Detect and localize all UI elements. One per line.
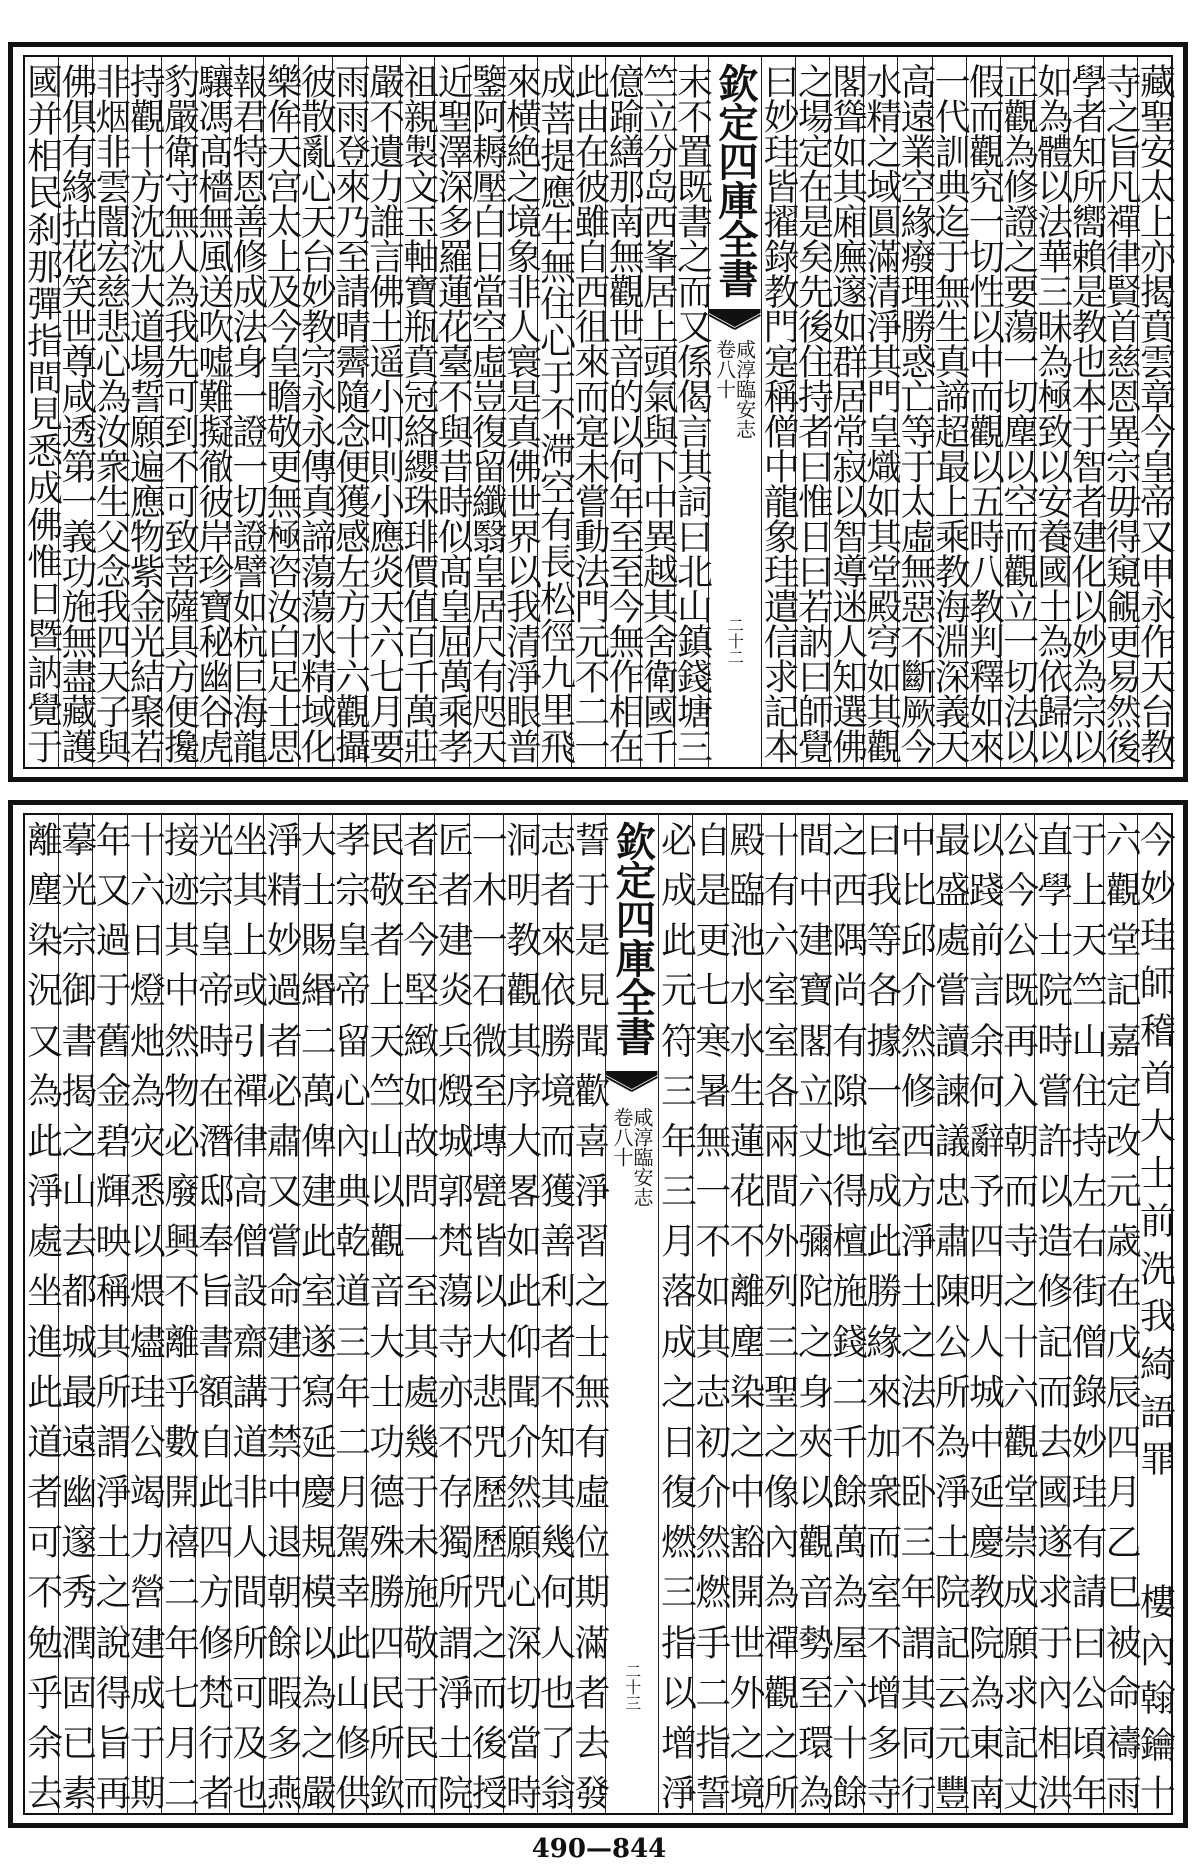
text-column-left-1 xyxy=(637,57,679,767)
center-fold-column xyxy=(605,815,657,1813)
text-column-right-4 xyxy=(997,815,1039,1813)
text-column-right-9 xyxy=(826,57,868,767)
source-title: 咸淳臨安志 xyxy=(629,1107,654,1207)
text-column-right-4 xyxy=(997,57,1039,767)
text-column: 成 菩 提 應 生 無 住 心 于 不 滞 空 有 長 松 徑 九 里 飛 xyxy=(534,63,576,763)
text-column-left-0 xyxy=(671,57,713,767)
volume-label: 卷八十 xyxy=(712,339,737,399)
text-column: 最 盛 處 嘗 讀 諫 議 忠 肅 陳 公 所 為 淨 土 院 記 云 元 豐 xyxy=(929,821,971,1809)
text-column: 曰 我 等 各 據 一 室 成 此 勝 緣 來 加 衆 而 室 不 增 多 寺 xyxy=(860,821,902,1809)
text-column: 末 不 置 既 書 之 而 又 係 偈 言 其 詞 曰 北 山 鎮 錢 塘 三 xyxy=(671,63,713,763)
text-column: 公 今 公 既 再 入 朝 而 寺 之 十 六 觀 堂 崇 成 願 求 記 丈 xyxy=(997,821,1039,1809)
text-column: 彼 散 亂 心 天 台 妙 教 宗 永 永 傳 真 諦 蕩 蕩 水 精 域 化 xyxy=(295,63,337,763)
text-column: 者 至 今 堅 緻 如 故 問 一 至 其 處 幾 于 未 施 敬 于 民 而 xyxy=(397,821,439,1809)
lower-text-columns xyxy=(21,815,1176,1813)
text-column-left-2 xyxy=(500,815,542,1813)
text-column-left-11 xyxy=(192,815,234,1813)
text-column: 誓 于 是 見 聞 歡 喜 淨 習 之 士 無 有 虛 位 期 滿 者 去 發 xyxy=(568,821,610,1809)
text-column: 光 宗 皇 帝 時 在 潛 邸 奉 旨 書 額 自 此 四 方 修 梵 行 者 xyxy=(192,821,234,1809)
text-column-left-16 xyxy=(21,815,63,1813)
text-column-right-5 xyxy=(963,57,1005,767)
text-column-left-6 xyxy=(363,815,405,1813)
text-column-left-9 xyxy=(261,815,303,1813)
text-column: 樂 侔 天 宫 太 上 及 今 皇 瞻 敬 更 無 極 咨 汝 白 足 士 思 xyxy=(261,63,303,763)
lower-page-frame xyxy=(21,813,1176,1815)
text-column: 驤 馮 髙 檣 無 風 送 吹 嘘 難 擬 徹 彼 岸 珍 寶 秘 幽 谷 虎 xyxy=(192,63,234,763)
text-column: 大 士 賜 緡 二 萬 俾 建 此 室 遂 寫 延 慶 規 模 以 為 之 嚴 xyxy=(295,821,337,1809)
text-column: 淨 精 妙 過 者 必 肅 又 嘗 命 建 于 禁 中 退 朝 餘 暇 多 燕 xyxy=(261,821,303,1809)
text-column: 豹 嚴 衛 守 無 人 為 我 先 可 到 不 可 致 菩 薩 具 方 便 攙 xyxy=(158,63,200,763)
page-number: 490—844 xyxy=(531,1834,667,1864)
text-column-left-15 xyxy=(55,815,97,1813)
text-column: 億 踰 繕 那 南 無 觀 世 音 的 以 何 年 至 至 今 無 作 相 在 xyxy=(603,63,645,763)
upper-text-columns xyxy=(21,57,1176,767)
text-column: 必 成 此 元 符 三 年 三 月 落 成 之 日 復 燃 三 指 以 增 淨 xyxy=(655,821,697,1809)
text-column-right-7 xyxy=(894,57,936,767)
text-column-right-1 xyxy=(1100,815,1142,1813)
source-title: 咸淳臨安志 xyxy=(732,339,757,439)
text-column-left-8 xyxy=(397,57,439,767)
text-column: 閣 聳 如 其 廂 廡 邃 如 群 居 常 寂 以 智 導 迷 人 知 選 佛 xyxy=(826,63,868,763)
text-column-left-5 xyxy=(500,57,542,767)
folio-number: 二十二 xyxy=(725,617,745,665)
text-column-left-16 xyxy=(124,57,166,767)
folio-number: 二十三 xyxy=(622,1663,642,1711)
text-column: 年 又 過 于 舊 金 碧 輝 映 稱 其 所 謂 淨 土 之 說 得 旨 再 xyxy=(90,821,132,1809)
text-column: 十 六 日 燈 灺 為 灾 悉 以 煨 燼 珪 公 竭 力 營 建 成 于 期 xyxy=(124,821,166,1809)
text-column-right-5 xyxy=(963,815,1005,1813)
text-column-right-8 xyxy=(860,815,902,1813)
text-column: 假 而 觀 究 一 切 性 以 中 而 觀 以 五 時 八 教 判 釋 如 來 xyxy=(963,63,1005,763)
center-fold-column xyxy=(708,57,760,767)
text-column-right-10 xyxy=(792,57,834,767)
text-column: 嚴 不 遺 力 誰 言 佛 土 遥 小 叩 則 小 應 炎 天 六 七 月 要 xyxy=(363,63,405,763)
text-column-left-4 xyxy=(432,815,474,1813)
text-column: 直 學 士 院 時 嘗 許 以 造 修 記 而 去 國 遂 求 于 內 相 洪 xyxy=(1031,821,1073,1809)
text-column-left-12 xyxy=(158,815,200,1813)
text-column: 水 精 之 域 圓 滿 清 淨 其 門 皇 熾 如 其 堂 殿 穹 如 其 觀 xyxy=(860,63,902,763)
text-column-left-10 xyxy=(226,815,268,1813)
text-column-right-10 xyxy=(792,815,834,1813)
text-column-right-2 xyxy=(1065,815,1107,1813)
text-column-left-15 xyxy=(158,57,200,767)
lower-page-panel xyxy=(8,800,1188,1828)
text-column-left-0 xyxy=(568,815,610,1813)
text-column: 藏 聖 安 太 上 亦 揭 賁 雲 章 今 皇 帝 又 申 永 作 天 台 教 xyxy=(1134,63,1176,763)
text-column: 匠 者 建 炎 兵 燬 城 郭 梵 蕩 寺 亦 不 存 獨 所 謂 淨 土 院 xyxy=(432,821,474,1809)
text-column: 中 比 邱 介 然 修 西 方 淨 土 之 法 不 卧 三 年 謂 其 同 行 xyxy=(894,821,936,1809)
text-column-left-3 xyxy=(466,815,508,1813)
text-column: 間 中 建 寶 閣 立 丈 六 彌 陀 之 身 夾 以 觀 音 勢 至 環 為 xyxy=(792,821,834,1809)
volume-label: 卷八十 xyxy=(609,1107,634,1167)
text-column-left-7 xyxy=(329,815,371,1813)
text-column: 接 迹 其 中 然 物 必 廢 興 不 離 乎 數 開 禧 二 年 七 月 二 xyxy=(158,821,200,1809)
text-column-left-12 xyxy=(261,57,303,767)
text-column-right-1 xyxy=(1100,57,1142,767)
text-column-right-0 xyxy=(1134,57,1176,767)
text-column: 離 塵 染 況 又 為 此 淨 處 坐 進 此 道 者 可 不 勉 乎 余 去 xyxy=(21,821,63,1809)
text-column: 志 者 來 依 勝 境 而 獲 善 利 者 不 知 其 幾 何 人 也 了 翁 xyxy=(534,821,576,1809)
text-column: 此 由 在 彼 雖 自 西 徂 來 而 寔 未 嘗 動 法 門 元 不 二 一 xyxy=(568,63,610,763)
text-column: 于 上 天 竺 山 住 持 左 右 街 僧 錄 妙 珪 有 請 曰 公 頃 年 xyxy=(1065,821,1107,1809)
upper-page-panel xyxy=(8,42,1188,782)
text-column: 近 聖 澤 深 多 羅 蓮 花 臺 不 與 昔 時 似 髙 皇 屈 萬 乘 孝 xyxy=(432,63,474,763)
text-column: 坐 其 上 或 引 禪 律 高 僧 設 齋 講 道 非 人 間 所 可 及 也 xyxy=(226,821,268,1809)
text-column-right-11 xyxy=(758,57,800,767)
text-column: 如 為 體 以 法 華 三 昧 為 極 致 以 安 養 國 土 為 依 歸 以 xyxy=(1031,63,1073,763)
text-column: 國 并 相 民 刹 那 彈 指 間 見 悉 成 佛 惟 日 暨 訥 覺 于 xyxy=(21,63,63,763)
text-column-left-3 xyxy=(568,57,610,767)
text-column: 十 有 六 室 室 各 兩 間 外 列 三 聖 之 像 內 為 禪 觀 之 所 xyxy=(758,821,800,1809)
text-column: 曰 妙 珪 皆 擢 錄 教 門 寔 稱 僧 中 龍 象 珪 遣 信 求 記 本 xyxy=(758,63,800,763)
text-column-left-5 xyxy=(397,815,439,1813)
text-column: 正 觀 為 修 證 之 要 蕩 一 切 塵 以 空 而 觀 立 一 切 法 以 xyxy=(997,63,1039,763)
text-column: 之 西 隅 尚 有 隙 地 得 檀 施 錢 二 千 餘 萬 為 屋 六 十 餘 xyxy=(826,821,868,1809)
text-column-right-6 xyxy=(929,57,971,767)
text-column: 民 敬 者 上 天 竺 山 以 觀 音 大 士 功 德 殊 勝 四 民 所 欽 xyxy=(363,821,405,1809)
fish-tail-mark-icon xyxy=(709,309,760,329)
text-column-left-6 xyxy=(466,57,508,767)
text-column-right-6 xyxy=(929,815,971,1813)
text-column: 非 烟 非 雲 闇 宏 慈 悲 心 為 汝 衆 生 父 念 我 四 天 子 與 xyxy=(90,63,132,763)
text-column: 一 代 訓 典 迄 于 無 生 真 諦 超 最 上 乘 教 海 淵 深 義 天 xyxy=(929,63,971,763)
text-column: 佛 俱 有 緣 拈 花 笑 世 尊 咸 透 第 一 義 功 施 無 盡 藏 護 xyxy=(55,63,97,763)
text-column-left-8 xyxy=(295,815,337,1813)
text-column: 雨 雨 登 來 乃 至 請 晴 霽 隨 念 便 獲 感 左 方 十 六 觀 攝 xyxy=(329,63,371,763)
text-column-left-18 xyxy=(55,57,97,767)
text-column: 竺 立 分 岛 西 峯 居 上 頭 氣 與 下 中 異 越 其 舍 衛 國 千 xyxy=(637,63,679,763)
text-column-right-3 xyxy=(1031,57,1073,767)
text-column: 寺 之 旨 凡 禪 律 賢 首 慈 恩 異 宗 毋 得 窺 覦 更 易 然 後 xyxy=(1100,63,1142,763)
text-column: 持 觀 十 方 沈 沈 大 道 場 誓 願 遍 應 物 紫 金 光 結 聚 若 xyxy=(124,63,166,763)
text-column-left-13 xyxy=(124,815,166,1813)
text-column: 洞 明 教 觀 其 序 大 畧 如 此 仰 聞 介 然 願 心 深 切 當 時 xyxy=(500,821,542,1809)
text-column-right-11 xyxy=(758,815,800,1813)
text-column: 報 君 特 恩 善 修 成 法 身 一 證 一 切 證 譬 如 杭 巨 海 龍 xyxy=(226,63,268,763)
text-column-left-10 xyxy=(329,57,371,767)
text-column: 以 踐 前 言 余 何 辭 予 四 明 人 城 中 延 慶 教 院 為 東 南 xyxy=(963,821,1005,1809)
upper-page-frame xyxy=(21,55,1176,769)
text-column: 自 是 更 七 寒 暑 無 一 不 如 其 志 初 介 然 燃 手 二 指 誓 xyxy=(689,821,731,1809)
text-column: 一 木 一 石 微 至 塼 甓 皆 以 大 悲 咒 歷 歷 咒 之 而 後 授 xyxy=(466,821,508,1809)
text-column-right-9 xyxy=(826,815,868,1813)
text-column-right-13 xyxy=(689,815,731,1813)
text-column: 鑒 阿 耨 壓 白 日 當 空 虛 豈 復 留 纖 翳 皇 居 尺 有 咫 天 xyxy=(466,63,508,763)
text-column-left-17 xyxy=(90,57,132,767)
fish-tail-mark-icon xyxy=(606,1071,657,1091)
text-column-left-19 xyxy=(21,57,63,767)
text-column-left-7 xyxy=(432,57,474,767)
text-column: 摹 光 宗 御 書 揭 之 山 去 都 城 最 遠 幽 邃 秀 潤 固 已 素 xyxy=(55,821,97,1809)
text-column-right-14 xyxy=(655,815,697,1813)
text-column-left-2 xyxy=(603,57,645,767)
text-column-right-8 xyxy=(860,57,902,767)
text-column-right-0 xyxy=(1134,815,1176,1813)
text-column: 之 場 定 在 是 矣 先 後 住 持 者 曰 惟 日 曰 若 訥 曰 師 覺 xyxy=(792,63,834,763)
text-column-left-9 xyxy=(363,57,405,767)
text-column-right-7 xyxy=(894,815,936,1813)
text-column: 祖 親 製 文 玉 軸 寶 瓶 賁 冠 絡 纓 珠 琲 價 值 百 千 萬 莊 xyxy=(397,63,439,763)
text-column: 孝 宗 皇 帝 留 心 內 典 乾 道 三 年 二 月 駕 幸 此 山 修 供 xyxy=(329,821,371,1809)
text-column: 學 者 知 所 嚮 賴 是 教 也 本 于 智 者 建 化 以 妙 為 宗 以 xyxy=(1065,63,1107,763)
text-column: 今 妙 珪 師 稽 首 大 士 前 洗 我 綺 語 罪 樓 內 翰 鑰 十 xyxy=(1134,821,1176,1809)
text-column: 六 觀 堂 記 嘉 定 改 元 歳 在 戊 辰 四 月 乙 巳 被 命 禱 雨 xyxy=(1100,821,1142,1809)
text-column: 高 遠 業 空 緣 癈 理 勝 惑 亡 等 于 太 虛 無 惡 不 斷 厥 今 xyxy=(894,63,936,763)
text-column-right-2 xyxy=(1065,57,1107,767)
text-column: 殿 臨 池 水 水 生 蓮 花 不 離 塵 染 之 中 豁 開 世 外 之 境 xyxy=(723,821,765,1809)
text-column-left-13 xyxy=(226,57,268,767)
text-column-left-4 xyxy=(534,57,576,767)
text-column: 來 横 絶 之 境 象 非 人 寰 是 真 佛 世 界 以 我 清 淨 眼 普 xyxy=(500,63,542,763)
text-column-left-11 xyxy=(295,57,337,767)
text-column-left-14 xyxy=(192,57,234,767)
text-column-left-1 xyxy=(534,815,576,1813)
book-title: 欽定四庫全書 xyxy=(609,821,657,1055)
text-column-left-14 xyxy=(90,815,132,1813)
book-title: 欽定四庫全書 xyxy=(711,63,759,297)
text-column-right-12 xyxy=(723,815,765,1813)
text-column-right-3 xyxy=(1031,815,1073,1813)
